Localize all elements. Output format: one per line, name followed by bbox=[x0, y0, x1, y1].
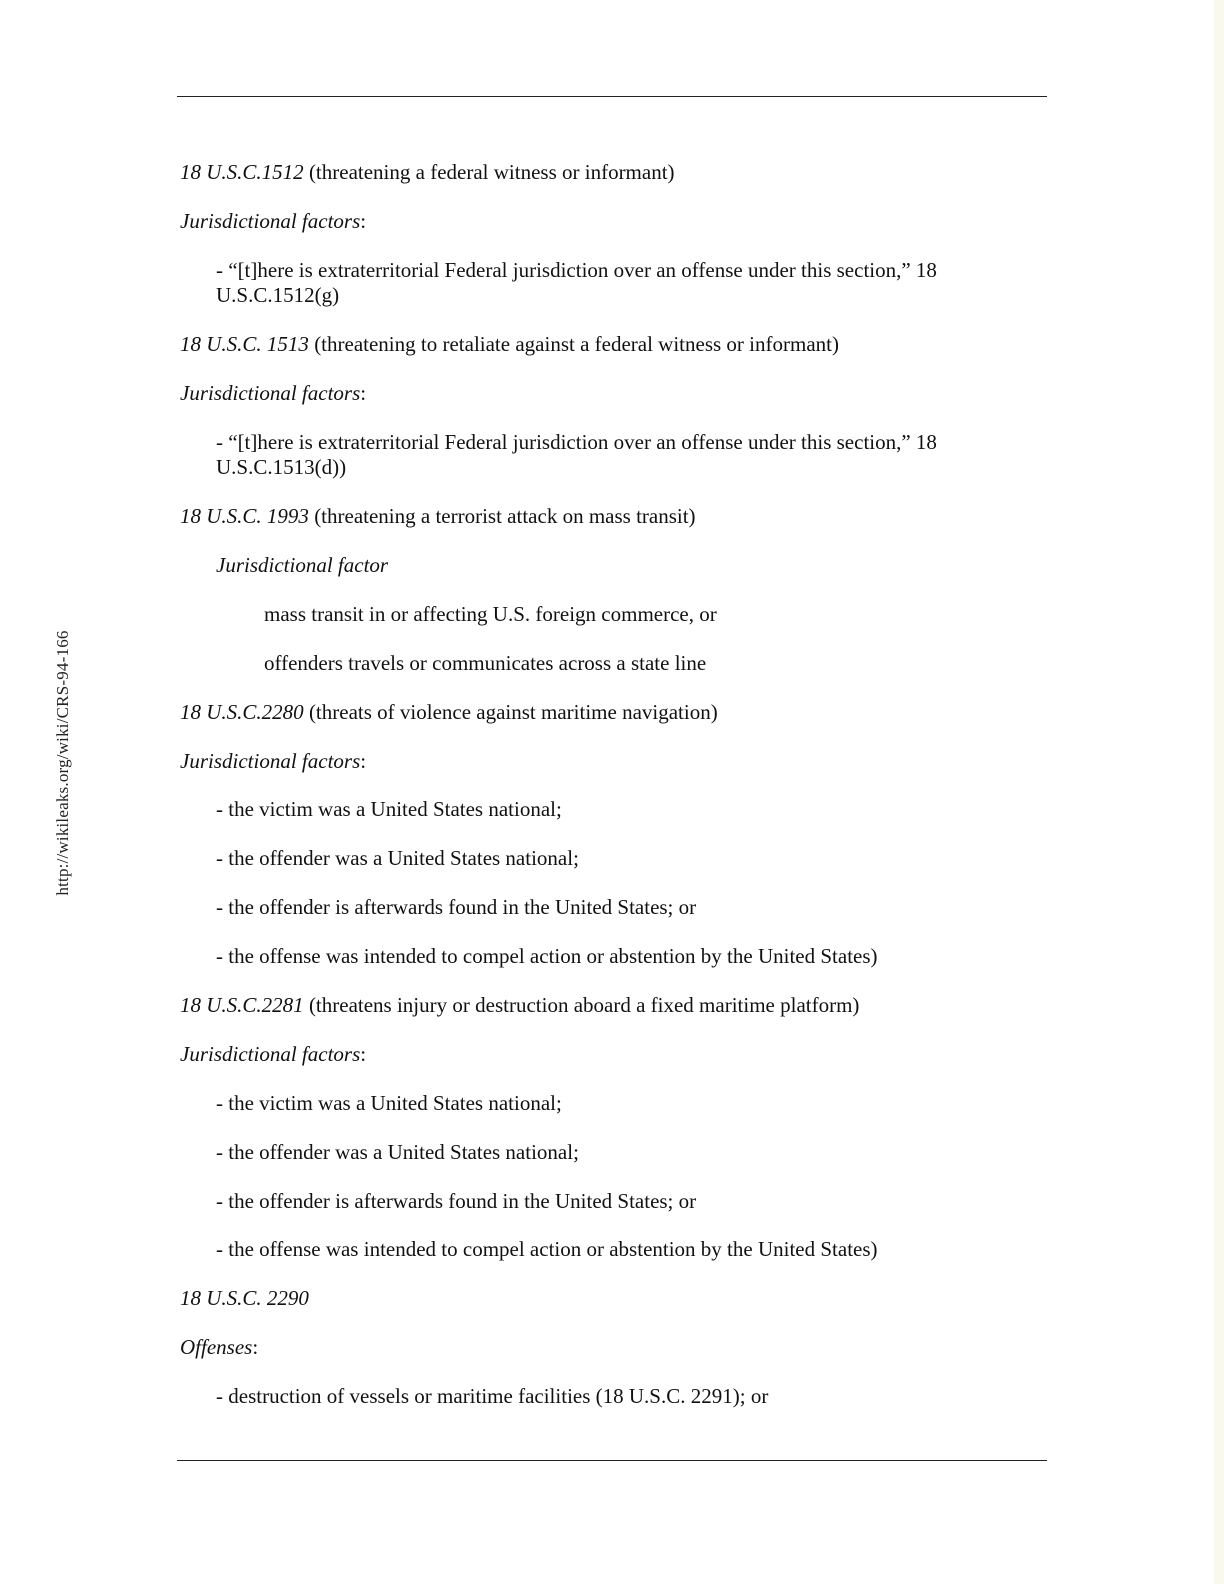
offenses-heading bbox=[180, 1335, 258, 1360]
jurisdiction-item: - the offense was intended to compel action or abstention by the United States) bbox=[216, 944, 878, 968]
heading-label: Jurisdictional factors bbox=[180, 209, 361, 233]
jurisdiction-item: - the victim was a United States national; bbox=[216, 1091, 562, 1115]
heading-colon: : bbox=[360, 381, 367, 405]
heading-colon: : bbox=[360, 1042, 367, 1066]
statute-citation: 18 U.S.C. 2290 bbox=[180, 1286, 309, 1310]
jurisdiction-heading bbox=[180, 209, 366, 234]
jurisdiction-item: - the offender was a United States national; bbox=[216, 1140, 579, 1164]
heading-label: Jurisdictional factors bbox=[180, 1042, 361, 1066]
statute-description: (threatening to retaliate against a federal witness or informant) bbox=[308, 332, 839, 356]
statute-heading-1993 bbox=[180, 504, 696, 529]
statute-heading-2280 bbox=[180, 700, 718, 725]
statute-citation: 18 U.S.C. 1513 bbox=[180, 332, 309, 356]
heading-label: Offenses bbox=[180, 1335, 253, 1359]
heading-label: Jurisdictional factors bbox=[180, 381, 361, 405]
jurisdiction-heading bbox=[216, 553, 388, 578]
jurisdiction-item: - “[t]here is extraterritorial Federal jurisdiction over an offense under this section,” 18 U.S.C.1513(d)) bbox=[216, 430, 937, 479]
page-edge bbox=[1214, 0, 1224, 1584]
jurisdiction-item: - the victim was a United States national; bbox=[216, 797, 562, 821]
heading-colon: : bbox=[360, 209, 367, 233]
statute-description: (threatening a terrorist attack on mass transit) bbox=[308, 504, 696, 528]
statute-description: (threatening a federal witness or informant) bbox=[303, 160, 675, 184]
footer-rule bbox=[177, 1460, 1047, 1461]
statute-heading-2281 bbox=[180, 993, 859, 1018]
statute-citation: 18 U.S.C. 1993 bbox=[180, 504, 309, 528]
heading-colon: : bbox=[360, 749, 367, 773]
jurisdiction-item: - the offender is afterwards found in the United States; or bbox=[216, 895, 697, 919]
jurisdiction-item: - the offender is afterwards found in the United States; or bbox=[216, 1189, 697, 1213]
statute-heading-2290 bbox=[180, 1286, 309, 1311]
jurisdiction-item: offenders travels or communicates across a state line bbox=[264, 651, 707, 675]
jurisdiction-item: - the offense was intended to compel action or abstention by the United States) bbox=[216, 1237, 878, 1261]
statute-heading-1513 bbox=[180, 332, 839, 357]
margin-url: http://wikileaks.org/wiki/CRS-94-166 bbox=[53, 630, 72, 896]
jurisdiction-item: mass transit in or affecting U.S. foreign commerce, or bbox=[264, 602, 717, 626]
jurisdiction-heading bbox=[180, 381, 366, 406]
heading-colon: : bbox=[252, 1335, 259, 1359]
jurisdiction-heading bbox=[180, 749, 366, 774]
statute-citation: 18 U.S.C.1512 bbox=[180, 160, 304, 184]
statute-description: (threatens injury or destruction aboard a fixed maritime platform) bbox=[303, 993, 860, 1017]
offense-item: - destruction of vessels or maritime facilities (18 U.S.C. 2291); or bbox=[216, 1384, 769, 1408]
statute-citation: 18 U.S.C.2281 bbox=[180, 993, 304, 1017]
statute-heading-1512 bbox=[180, 160, 675, 185]
heading-label: Jurisdictional factors bbox=[180, 749, 361, 773]
header-rule bbox=[177, 96, 1047, 97]
jurisdiction-heading bbox=[180, 1042, 366, 1067]
statute-description: (threats of violence against maritime navigation) bbox=[303, 700, 718, 724]
jurisdiction-item: - the offender was a United States national; bbox=[216, 846, 579, 870]
statute-citation: 18 U.S.C.2280 bbox=[180, 700, 304, 724]
heading-label: Jurisdictional factor bbox=[216, 553, 389, 577]
jurisdiction-item: - “[t]here is extraterritorial Federal jurisdiction over an offense under this section,” 18 U.S.C.1512(g) bbox=[216, 258, 937, 307]
